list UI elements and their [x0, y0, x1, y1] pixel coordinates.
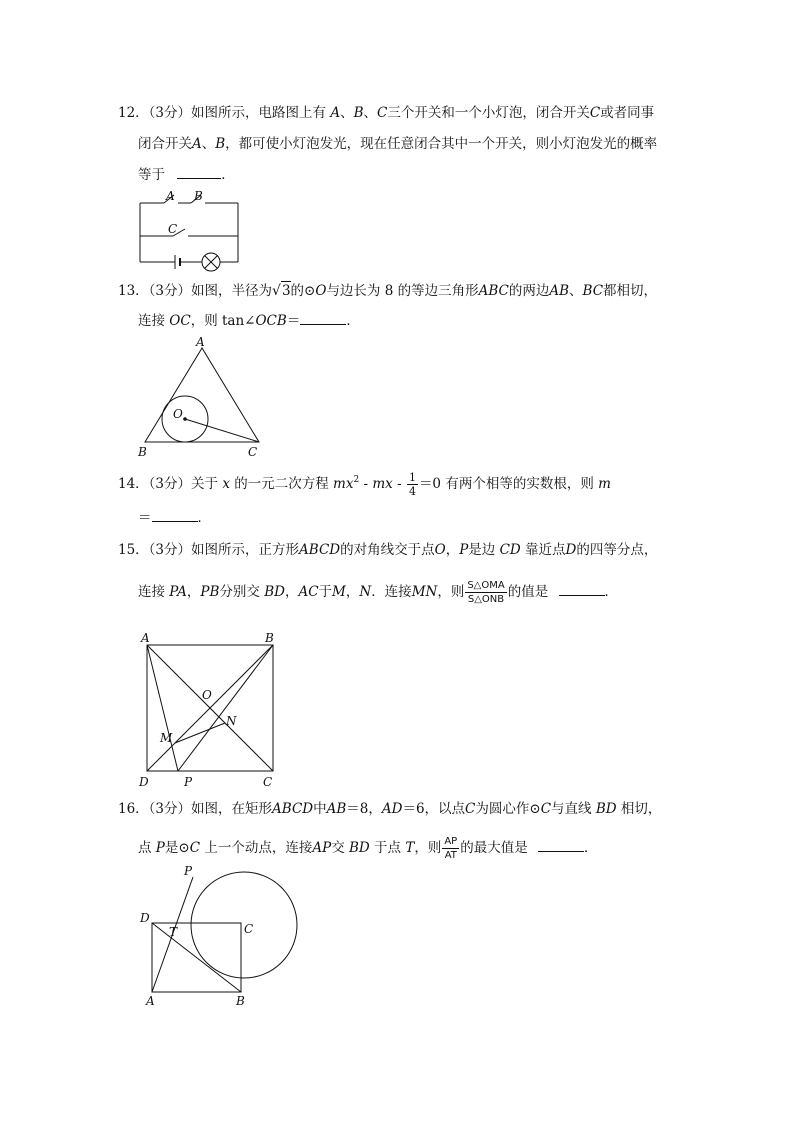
var-ocb: OCB	[255, 313, 287, 329]
segment-bd	[152, 923, 241, 992]
var-abc: ABC	[478, 283, 509, 299]
q15-text: 的值是	[507, 584, 549, 600]
var-t: T	[405, 840, 415, 856]
var-ab: AB	[549, 283, 570, 299]
label-p: P	[184, 864, 193, 878]
q15-text: 的对角线交于点	[340, 542, 435, 558]
q13-text: ，则 tan∠	[190, 313, 256, 329]
var-cd: CD	[499, 542, 521, 558]
var-mn: MN	[411, 584, 438, 600]
var-c: C	[589, 105, 601, 121]
q16-text: 相切，	[620, 801, 662, 817]
minus-sign: -	[359, 476, 373, 492]
q14-text: ＝	[138, 510, 152, 526]
label-c: C	[244, 922, 254, 936]
q12-text: 三个开关和一个小灯泡，闭合开关	[387, 105, 590, 121]
q13-text: ＝	[286, 313, 301, 329]
var-bc: BC	[582, 283, 604, 299]
q12-text: 等于	[138, 167, 165, 183]
period: ．	[221, 167, 235, 183]
var-abcd: ABCD	[272, 801, 314, 817]
switch-a-label: A	[166, 189, 175, 203]
q15-text: ，则	[437, 584, 465, 600]
q15-text: ．连接	[371, 584, 412, 600]
var-bd: BD	[595, 801, 617, 817]
var-pa: PA	[169, 584, 187, 600]
q12-text: 12．（3分）如图所示，电路图上有	[118, 105, 327, 121]
label-o: O	[202, 688, 212, 702]
exponent: 2	[353, 475, 360, 485]
q15-text: 于	[318, 584, 333, 600]
var-o: O	[434, 542, 446, 558]
q13-text: 都相切，	[603, 283, 658, 299]
q15-text: 的四等分点，	[576, 542, 658, 558]
q13-text: 的⊙	[290, 283, 316, 299]
var-x: x	[222, 476, 230, 492]
switch-c-label: C	[168, 222, 178, 236]
label-a: A	[141, 631, 150, 645]
period: ．	[346, 313, 360, 329]
var-oc: OC	[169, 313, 191, 329]
q15-text: 靠近点	[525, 542, 566, 558]
q16-text: 的最大值是	[460, 840, 528, 856]
sqrt-value: 3	[281, 283, 291, 299]
var-pb: PB	[200, 584, 220, 600]
var-p: P	[459, 542, 469, 558]
var-c: C	[540, 801, 552, 817]
q13-text: 的两边	[508, 283, 550, 299]
minus-sign: -	[392, 476, 406, 492]
label-c: C	[263, 775, 273, 789]
q16-text: 中	[313, 801, 327, 817]
var-c: C	[377, 105, 388, 121]
var-a: A	[330, 105, 341, 121]
var-bd: BD	[348, 840, 370, 856]
q13-text: 13．（3分）如图，半径为	[118, 283, 273, 299]
q16-text: 点	[138, 840, 152, 856]
var-ab: AB	[326, 801, 347, 817]
q15-text: 连接	[138, 584, 165, 600]
separator: ，	[284, 584, 299, 600]
q13-text: 连接	[138, 313, 165, 329]
var-o: O	[315, 283, 327, 299]
fraction-denominator: S△ONB	[467, 594, 505, 605]
q12-text: 或者同事	[600, 105, 655, 121]
separator: ，	[345, 584, 360, 600]
q16-text: ，则	[414, 840, 442, 856]
label-d: D	[140, 911, 150, 925]
fraction-numerator: AP	[444, 836, 458, 847]
var-b: B	[215, 136, 226, 152]
var-a: A	[192, 136, 202, 152]
q15-text: 分别交	[219, 584, 260, 600]
var-bd: BD	[264, 584, 285, 600]
fraction-numerator: S△OMA	[467, 580, 505, 591]
var-mx: mx	[372, 476, 393, 492]
fraction-denominator: AT	[444, 850, 457, 861]
q16-text: 16．（3分）如图，在矩形	[118, 801, 273, 817]
var-ap: AP	[312, 840, 332, 856]
separator: 、	[569, 283, 583, 299]
var-ac: AC	[298, 584, 319, 600]
label-c: C	[248, 445, 258, 459]
sqrt-sign: √	[272, 283, 281, 299]
label-m: M	[160, 731, 173, 745]
q14-text: 的一元二次方程	[234, 476, 329, 492]
q13-text: 与边长为 8 的等边三角形	[326, 283, 479, 299]
q12-text: 闭合开关	[138, 136, 192, 152]
var-d: D	[565, 542, 577, 558]
fraction-numerator: 1	[408, 471, 416, 484]
q16-text: 交	[331, 840, 345, 856]
q15-text: 15．（3分）如图所示，正方形	[118, 542, 300, 558]
separator: 、	[363, 105, 377, 121]
period: ．	[197, 510, 211, 526]
var-ad: AD	[381, 801, 403, 817]
label-o: O	[173, 407, 183, 421]
q12-text: ，都可使小灯泡发光，现在任意闭合其中一个开关，则小灯泡发光的概率	[225, 136, 658, 152]
var-mx: mx	[333, 476, 354, 492]
q16-text: ＝6，以点	[402, 801, 466, 817]
q15-text: 是边	[468, 542, 496, 558]
var-c: C	[465, 801, 476, 817]
label-a: A	[146, 994, 155, 1008]
label-b: B	[138, 445, 147, 459]
period: ．	[584, 840, 598, 856]
separator: ，	[445, 542, 460, 558]
q16-text: 与直线	[551, 801, 592, 817]
label-n: N	[226, 714, 237, 728]
switch-b-label: B	[194, 189, 203, 203]
q16-text: 上一个动点，连接	[204, 840, 313, 856]
fraction-denominator: 4	[408, 485, 416, 498]
q16-text: 为圆心作⊙	[475, 801, 541, 817]
separator: 、	[201, 136, 216, 152]
var-m: m	[598, 476, 611, 492]
var-b: B	[353, 105, 364, 121]
var-p: P	[155, 840, 165, 856]
label-d: D	[139, 775, 149, 789]
var-m: M	[332, 584, 346, 600]
label-b: B	[236, 994, 245, 1008]
separator: ，	[186, 584, 201, 600]
q14-text: 14．（3分）关于	[118, 476, 219, 492]
q14-text: ＝0 有两个相等的实数根，则	[418, 476, 594, 492]
var-abcd: ABCD	[299, 542, 341, 558]
label-t: T	[169, 925, 178, 939]
separator: 、	[340, 105, 354, 121]
q16-text: 于点	[374, 840, 402, 856]
var-n: N	[359, 584, 372, 600]
var-c: C	[189, 840, 201, 856]
label-p: P	[184, 775, 193, 789]
q16-text: 是⊙	[164, 840, 190, 856]
period: ．	[604, 584, 619, 600]
label-a: A	[196, 335, 205, 349]
q16-text: ＝8，	[346, 801, 382, 817]
label-b: B	[265, 631, 274, 645]
